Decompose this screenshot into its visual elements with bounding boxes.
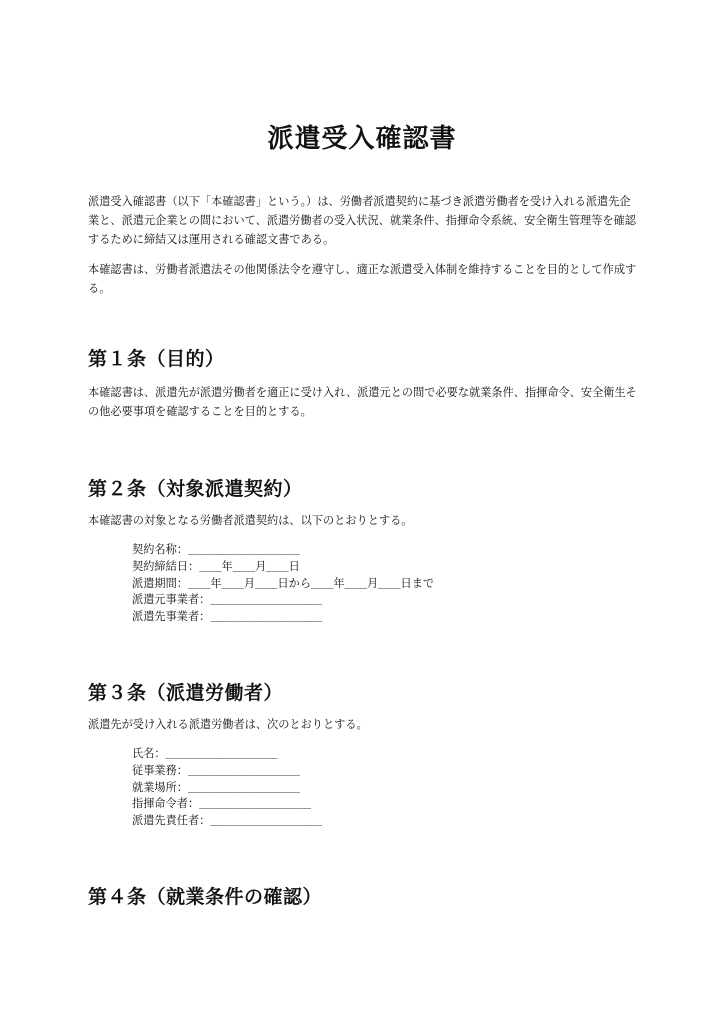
intro-paragraph: 派遣受入確認書（以下「本確認書」という。）は、労働者派遣契約に基づき派遣労働者を受け入れる派遣先企業と、派遣元企業との間において、派遣労働者の受入状況、就業条件、指揮命令系統、安全衛生管理等を確認するために締結又は運用される確認文書である。 xyxy=(88,195,636,246)
article-2-heading: 第２条（対象派遣契約） xyxy=(88,478,303,500)
article-1-body: 本確認書は、派遣先が派遣労働者を適正に受け入れ、派遣元との間で必要な就業条件、指揮命令、安全衛生その他必要事項を確認することを目的とする。 xyxy=(88,386,637,418)
article-3-heading: 第３条（派遣労働者） xyxy=(88,682,284,704)
article-1-heading: 第１条（目的） xyxy=(88,348,225,370)
article-4-heading: 第４条（就業条件の確認） xyxy=(88,886,323,908)
intro-paragraph: 本確認書は、労働者派遣法その他関係法令を遵守し、適正な派遣受入体制を維持することを目的として作成する。 xyxy=(88,263,637,295)
contract-date-field: 契約締結日：＿＿年＿＿月＿＿日 xyxy=(132,559,300,573)
dispatch-period-field: 派遣期間：＿＿年＿＿月＿＿日から＿＿年＿＿月＿＿日まで xyxy=(132,576,435,590)
work-location-field: 就業場所：＿＿＿＿＿＿＿＿＿＿ xyxy=(132,780,300,794)
article-3-body: 派遣先が受け入れる派遣労働者は、次のとおりとする。 xyxy=(88,718,368,731)
contract-field-list xyxy=(132,542,434,626)
supervisor-field: 指揮命令者：＿＿＿＿＿＿＿＿＿＿ xyxy=(132,797,312,811)
responsible-person-field: 派遣先責任者：＿＿＿＿＿＿＿＿＿＿ xyxy=(132,814,323,828)
contract-name-field: 契約名称：＿＿＿＿＿＿＿＿＿＿ xyxy=(132,543,300,556)
article-2-body: 本確認書の対象となる労働者派遣契約は、以下のとおりとする。 xyxy=(88,514,413,527)
dispatch-origin-field: 派遣元事業者：＿＿＿＿＿＿＿＿＿＿ xyxy=(132,593,323,607)
worker-name-field: 氏名：＿＿＿＿＿＿＿＿＿＿ xyxy=(132,747,278,760)
document-title: 派遣受入確認書 xyxy=(267,124,457,154)
dispatch-destination-field: 派遣先事業者：＿＿＿＿＿＿＿＿＿＿ xyxy=(132,610,323,624)
worker-field-list xyxy=(132,746,322,830)
work-duty-field: 従事業務：＿＿＿＿＿＿＿＿＿＿ xyxy=(132,763,300,777)
